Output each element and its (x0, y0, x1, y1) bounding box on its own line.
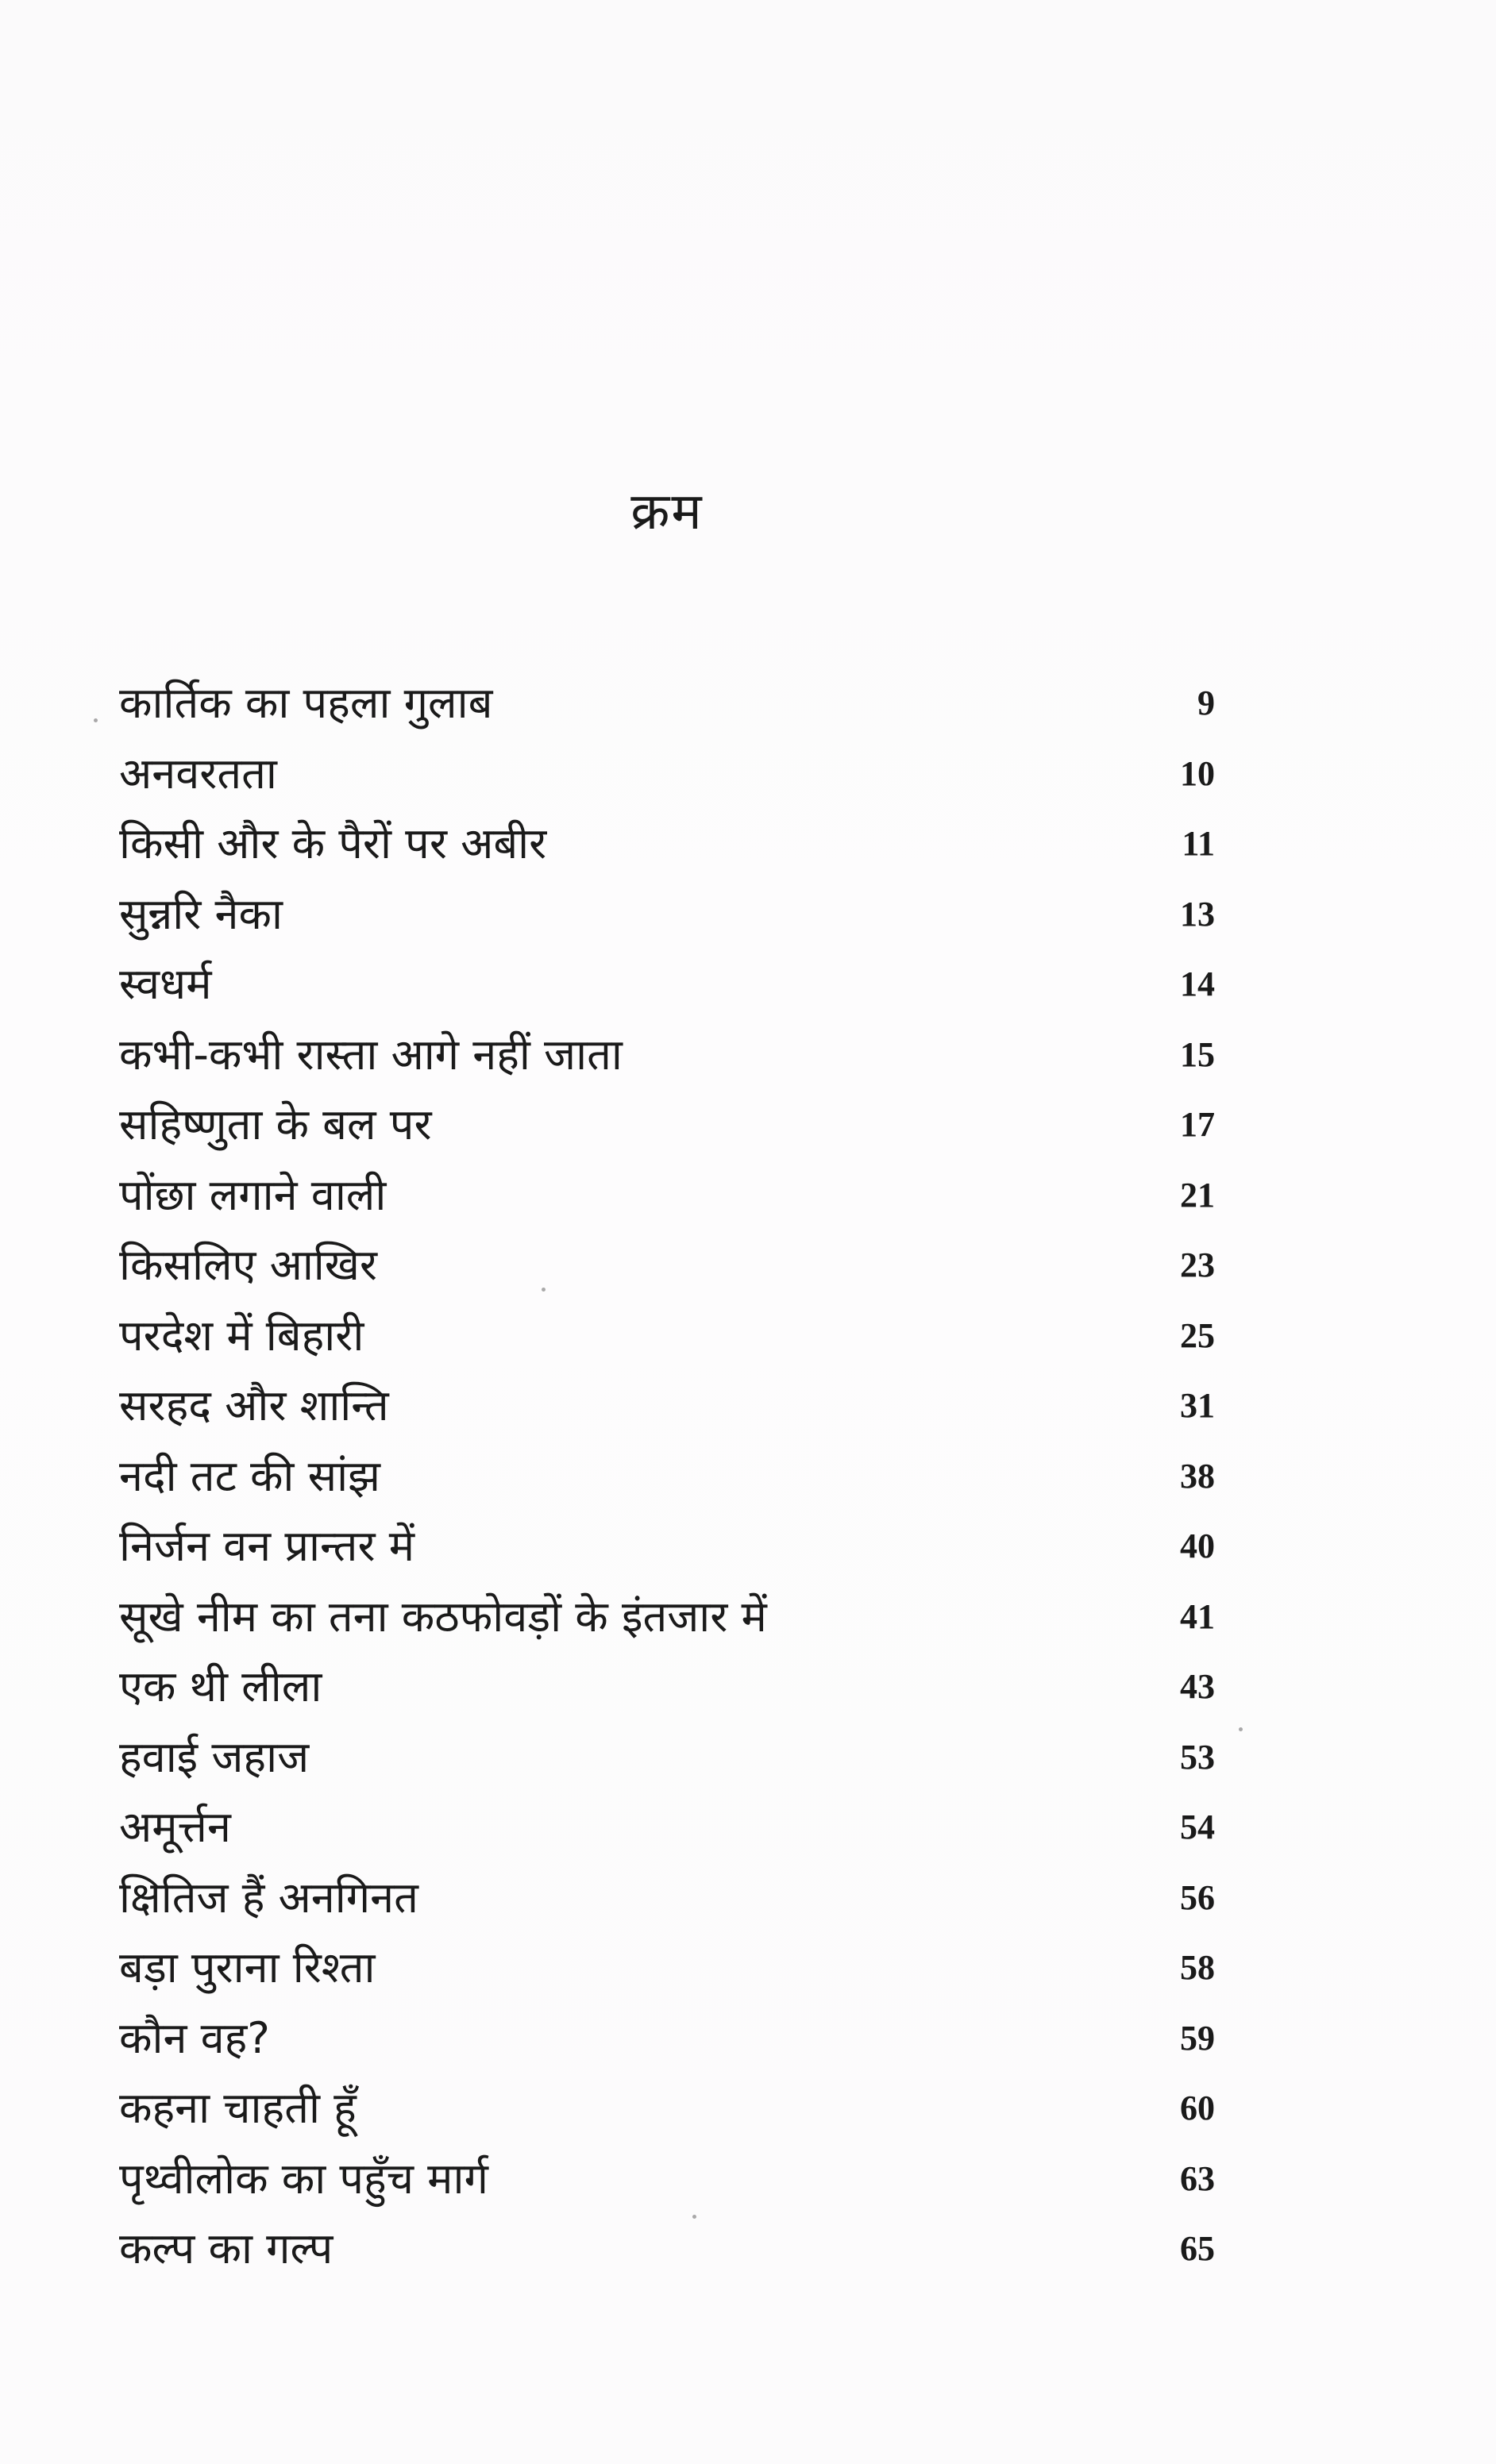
toc-entry (119, 2144, 1215, 2215)
toc-entry-page: 13 (1180, 894, 1215, 934)
toc-entry (119, 1161, 1215, 1231)
toc-entry-title: अनवरतता (119, 748, 277, 799)
toc-entry-page: 9 (1197, 683, 1215, 723)
toc-entry (119, 1792, 1215, 1863)
toc-entry-title: नदी तट की सांझ (119, 1450, 380, 1501)
toc-entry (119, 2073, 1215, 2144)
toc-entry (119, 1582, 1215, 1653)
toc-entry-title: एक थी लीला (119, 1661, 322, 1712)
toc-entry-page: 14 (1180, 964, 1215, 1004)
toc-entry (119, 2004, 1215, 2074)
toc-entry (119, 1230, 1215, 1301)
toc-entry-page: 40 (1180, 1527, 1215, 1566)
toc-entry-title: कार्तिक का पहला गुलाब (119, 678, 493, 729)
toc-entry-title: किसलिए आखिर (119, 1240, 378, 1291)
toc-entry-title: पृथ्वीलोक का पहुँच मार्ग (119, 2153, 488, 2204)
toc-entry (119, 1301, 1215, 1372)
toc-entry-page: 53 (1180, 1737, 1215, 1777)
toc-entry-page: 17 (1180, 1105, 1215, 1145)
toc-entry-page: 58 (1180, 1948, 1215, 1988)
toc-entry-page: 23 (1180, 1245, 1215, 1285)
toc-entry-title: कहना चाहती हूँ (119, 2083, 357, 2134)
toc-entry-page: 65 (1180, 2229, 1215, 2269)
toc-entry (119, 668, 1215, 739)
toc-entry (119, 880, 1215, 950)
toc-entry (119, 1511, 1215, 1582)
toc-entry (119, 1933, 1215, 2004)
toc-entry-page: 25 (1180, 1315, 1215, 1355)
toc-entry-page: 38 (1180, 1456, 1215, 1496)
toc-entry-title: किसी और के पैरों पर अबीर (119, 818, 547, 869)
toc-entry (119, 1371, 1215, 1442)
toc-entry-title: हवाई जहाज (119, 1731, 310, 1782)
toc-entry (119, 1090, 1215, 1161)
page-heading: क्रम (630, 483, 704, 541)
ink-speck (94, 718, 98, 722)
toc-entry (119, 1442, 1215, 1512)
toc-entry-page: 21 (1180, 1175, 1215, 1215)
table-of-contents (119, 668, 1215, 2285)
toc-entry-page: 11 (1182, 824, 1215, 864)
toc-entry-page: 56 (1180, 1877, 1215, 1917)
toc-entry-page: 54 (1180, 1808, 1215, 1847)
toc-entry (119, 809, 1215, 880)
toc-entry-title: पोंछा लगाने वाली (119, 1169, 387, 1220)
toc-entry-title: सहिष्णुता के बल पर (119, 1099, 432, 1150)
toc-entry-title: सरहद और शान्ति (119, 1380, 389, 1431)
toc-entry-page: 15 (1180, 1034, 1215, 1074)
toc-entry-page: 43 (1180, 1667, 1215, 1707)
toc-entry-title: कभी-कभी रास्ता आगे नहीं जाता (119, 1029, 623, 1080)
ink-speck (542, 1288, 546, 1292)
toc-entry-title: सुन्नरि नैका (119, 888, 283, 939)
toc-entry (119, 1723, 1215, 1793)
toc-entry (119, 739, 1215, 810)
toc-entry-page: 31 (1180, 1386, 1215, 1426)
toc-entry (119, 1652, 1215, 1723)
toc-entry (119, 1020, 1215, 1091)
toc-entry (119, 949, 1215, 1020)
toc-entry-title: परदेश में बिहारी (119, 1310, 364, 1361)
toc-entry-title: अमूर्त्तन (119, 1802, 231, 1853)
toc-entry-page: 63 (1180, 2158, 1215, 2198)
toc-entry-title: क्षितिज हैं अनगिनत (119, 1872, 418, 1923)
toc-entry-page: 41 (1180, 1596, 1215, 1636)
toc-entry-title: स्वधर्म (119, 959, 212, 1010)
toc-entry-title: कल्प का गल्प (119, 2223, 334, 2274)
toc-entry (119, 1863, 1215, 1934)
toc-entry-title: बड़ा पुराना रिश्ता (119, 1942, 376, 1993)
ink-speck (1239, 1727, 1243, 1731)
toc-entry-page: 59 (1180, 2018, 1215, 2058)
toc-entry-title: कौन वह? (119, 2012, 270, 2063)
toc-entry-title: सूखे नीम का तना कठफोवड़ों के इंतजार में (119, 1591, 767, 1642)
ink-speck (692, 2215, 696, 2219)
toc-entry-page: 10 (1180, 753, 1215, 793)
toc-entry-title: निर्जन वन प्रान्तर में (119, 1521, 414, 1572)
toc-entry (119, 2214, 1215, 2285)
toc-entry-page: 60 (1180, 2089, 1215, 2128)
